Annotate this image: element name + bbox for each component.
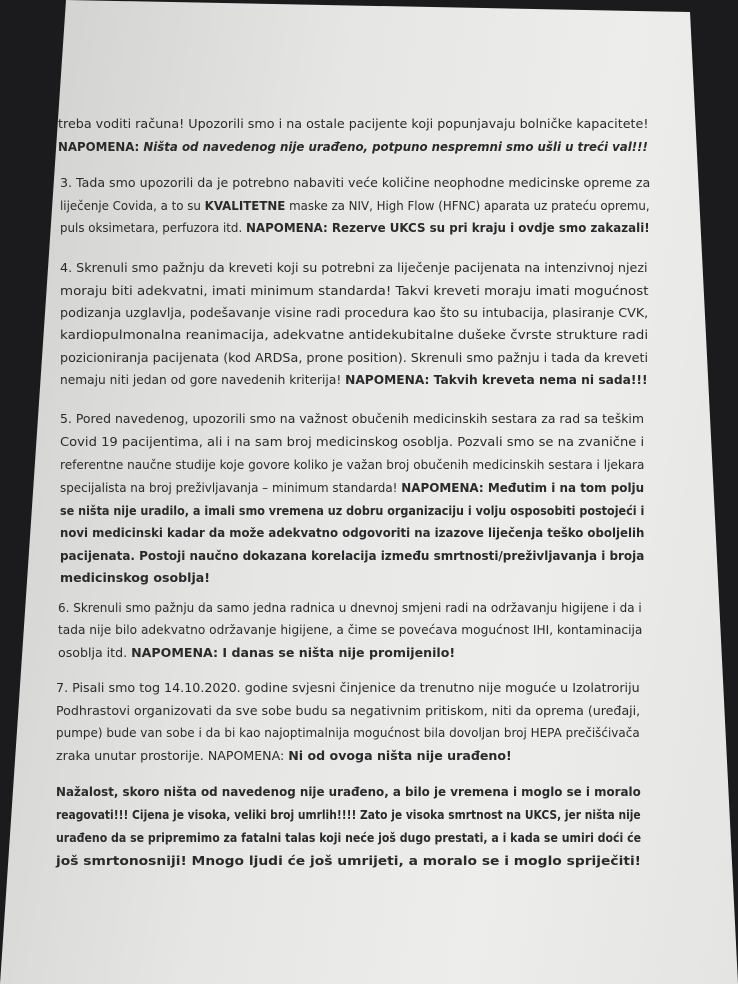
text-line: [60, 198, 650, 214]
text-run: KVALITETNE: [204, 198, 286, 213]
text-run: medicinskog osoblja!: [60, 570, 211, 585]
text-line: [60, 175, 650, 191]
text-run: Nažalost, skoro ništa od navedenog nije urađeno, a bilo je vremena i moglo se i moralo: [56, 784, 641, 799]
text-run: pacijenata. Postoji naučno dokazana korelacija između smrtnosti/preživljavanja i broja: [60, 548, 645, 563]
text-run: NAPOMENA:: [58, 139, 144, 154]
text-line: [58, 622, 642, 638]
text-run: Ni od ovoga ništa nije urađeno!: [288, 748, 512, 763]
text-line: [56, 784, 641, 800]
text-run: Covid 19 pacijentima, ali i na sam broj medicinskog osoblja. Pozvali smo se na zvanične i: [60, 434, 645, 449]
text-line: [60, 457, 644, 473]
text-line: [56, 703, 640, 719]
text-run: tada nije bilo adekvatno održavanje higijene, a čime se povećava mogućnost IHI, kontaminacija: [58, 622, 643, 637]
text-run: Ništa od navedenog nije urađeno, potpuno nespremni smo ušli u treći val!!!: [143, 139, 648, 154]
text-run: 7. Pisali smo tog 14.10.2020. godine svjesni činjenice da trenutno nije moguće u Izolatroriju: [56, 680, 640, 695]
text-line: [60, 525, 644, 541]
text-run: pozicioniranja pacijenata (kod ARDSa, prone position). Skrenuli smo pažnju i tada da kreveti: [60, 350, 649, 365]
text-line: [60, 283, 648, 299]
text-run: treba voditi računa! Upozorili smo i na ostale pacijente koji popunjavaju bolničke kapacitete!: [58, 116, 649, 131]
text-line: [60, 570, 210, 586]
text-run: NAPOMENA: Rezerve UKCS su pri kraju i ovdje smo zakazali!: [246, 220, 650, 235]
text-line: [58, 139, 648, 155]
text-line: [60, 350, 648, 366]
text-line: [60, 411, 644, 427]
text-run: moraju biti adekvatni, imati minimum standarda! Takvi kreveti moraju imati mogućnost: [60, 283, 649, 298]
text-run: specijalista na broj preživljavanja – minimum standarda!: [60, 480, 402, 495]
text-line: [60, 372, 648, 388]
text-run: osoblja itd.: [58, 645, 132, 660]
text-run: još smrtonosniji! Mnogo ljudi će još umrijeti, a moralo se i moglo spriječiti!: [56, 853, 641, 868]
text-line: [60, 480, 644, 496]
text-run: pumpe) bude van sobe i da bi kao najoptimalnija mogućnost bila dovoljan broj HEPA prečišćivača: [56, 725, 640, 740]
text-run: 3. Tada smo upozorili da je potrebno nabaviti veće količine neophodne medicinske opreme za: [60, 175, 651, 190]
text-line: [56, 807, 641, 823]
text-run: 5. Pored navedenog, upozorili smo na važnost obučenih medicinskih sestara za rad sa teškim: [60, 411, 645, 426]
text-run: novi medicinski kadar da može adekvatno odgovoriti na izazove liječenja teško oboljelih: [60, 525, 645, 540]
text-line: [60, 220, 650, 236]
text-line: [56, 830, 641, 846]
text-run: NAPOMENA: Takvih kreveta nema ni sada!!!: [345, 372, 648, 387]
text-run: 4. Skrenuli smo pažnju da kreveti koji su potrebni za liječenje pacijenata na intenzivnoj njezi: [60, 260, 648, 275]
text-run: NAPOMENA: Međutim i na tom polju: [401, 480, 645, 495]
text-run: zraka unutar prostorije. NAPOMENA:: [56, 748, 289, 763]
text-line: [60, 548, 644, 564]
text-run: 6. Skrenuli smo pažnju da samo jedna radnica u dnevnoj smjeni radi na održavanju higijene i da i: [58, 600, 642, 615]
text-run: podizanja uzglavlja, podešavanje visine radi procedura kao što su intubacija, plasiranje CVK,: [60, 305, 649, 320]
text-line: [56, 748, 512, 764]
text-line: [60, 327, 648, 343]
text-line: [56, 853, 641, 869]
text-run: liječenje Covida, a to su: [60, 198, 205, 213]
text-line: [60, 260, 648, 276]
text-line: [60, 305, 648, 321]
text-line: [60, 503, 644, 519]
text-run: puls oksimetara, perfuzora itd.: [60, 220, 247, 235]
text-line: [58, 116, 648, 132]
text-line: [58, 600, 642, 616]
text-run: maske za NIV, High Flow (HFNC) aparata uz prateću opremu,: [285, 198, 650, 213]
text-run: nemaju niti jedan od gore navedenih kriterija!: [60, 372, 346, 387]
text-run: se ništa nije uradilo, a imali smo vremena uz dobru organizaciju i volju osposobiti postojeći i: [60, 503, 645, 518]
text-run: kardiopulmonalna reanimacija, adekvatne antidekubitalne dušeke čvrste strukture radi: [60, 327, 649, 342]
text-line: [60, 434, 644, 450]
text-run: NAPOMENA: I danas se ništa nije promijenilo!: [131, 645, 456, 660]
text-run: referentne naučne studije koje govore koliko je važan broj obučenih medicinskih sestara i ljekara: [60, 457, 645, 472]
text-line: [56, 725, 640, 741]
text-line: [58, 645, 455, 661]
text-run: Podhrastovi organizovati da sve sobe budu sa negativnim pritiskom, niti da oprema (uređaji,: [56, 703, 641, 718]
text-run: reagovati!!! Cijena je visoka, veliki broj umrlih!!!! Zato je visoka smrtnost na UKCS, jer ništa nije: [56, 807, 641, 822]
text-run: urađeno da se pripremimo za fatalni talas koji neće još dugo prestati, a i kada se umiri doći će: [56, 830, 642, 845]
text-line: [56, 680, 640, 696]
